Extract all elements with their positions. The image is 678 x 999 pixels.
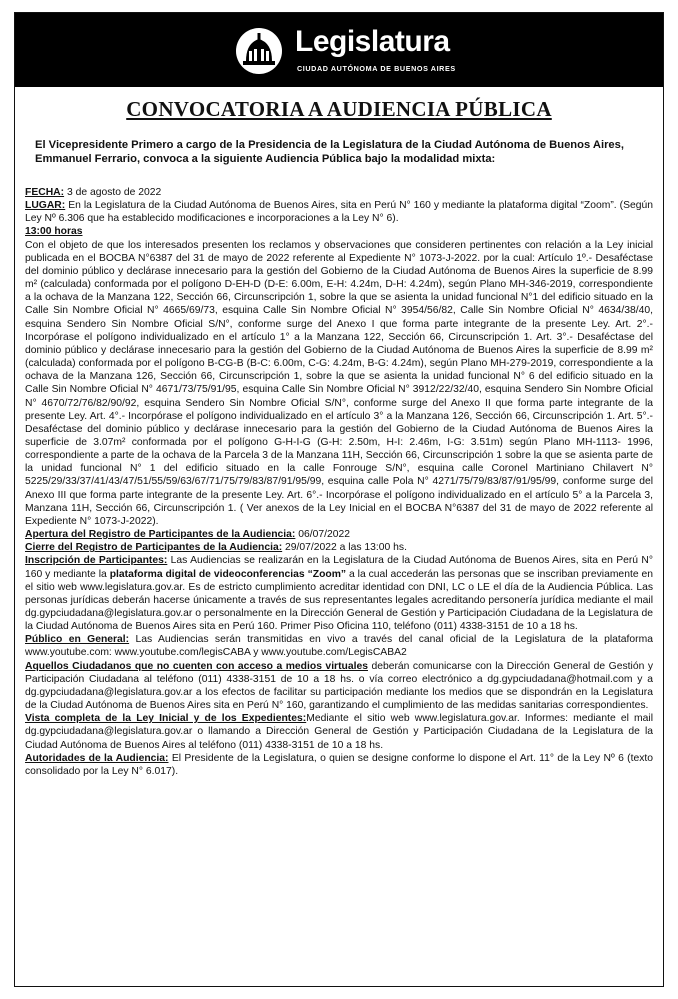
objeto-paragraph: Con el objeto de que los interesados presenten los reclamos y observaciones que consideren pertinentes con relación a la Ley inicial publicada en el BOCBA N°6387 del 31 de mayo de 2022 referente al Expediente N° 1073-J-2022. por la cual: Artículo 1º.- Desaféctase del dominio público y declárase innecesario para la gestión del Gobierno de la Ciudad Autónoma de Buenos Aires la superficie de 8.99 m² (calculada) conformada por el polígono D-EH-D (D-E: 6.00m, E-H: 4.24m, D-H: 4.24m), según Plano MH-346-2019, correspondiente a la ochava de la Manzana 122, Sección 66, Circunscripción 1, sobre la que se asienta la unidad funcional N°1 del edificio situado en la Calle Sin Nombre Oficial N° 4665/69/73, esquina Calle Sin Nombre Oficial N° 3954/56/82, Calle Sin Nombre Oficial N° 4634/38/40, esquina Sendero Sin Nombre Oficial S/N°, conforme surge del Anexo I que forma parte integrante de la presente Ley. Art. 2°.- Incorpórase el polígono individualizado en el artículo 1° a la Manzana 122, Sección 66, Circunscripción 1. Art. 3°.- Desaféctase del dominio público y declárase innecesario para la gestión del Gobierno de la Ciudad Autónoma de Buenos Aires la superficie de 8.99 m² (calculada) conformada por el polígono B-CG-B (B-C: 6.00m, C-G: 4.24m, B-G: 4.24m), según Plano MH-279-2019, correspondiente a la ochava de la Manzana 126, Sección 66, Circunscripción 1, sobre la que se asienta la unidad funcional N° 6 del edificio situado en la Calle Sin Nombre Oficial N° 4671/73/75/91/95, esquina Calle Sin Nombre Oficial N° 3912/22/32/40, esquina Sendero Sin Nombre Oficial N° 4670/72/76/82/90/92, esquina Sendero Sin Nombre Oficial S/N°, conforme surge del Anexo II que forma parte integrante de la presente Ley. Art. 4°.- Incorpórase el polígono individualizado en el artículo 3° a la Manzana 126, Sección 66, Circunscripción 1. Art. 5°.- Desaféctase del dominio público y declárase innecesario para la gestión del Gobierno de la Ciudad Autónoma de Buenos Aires la superficie de 3.07m² conformada por el polígono G-H-I-G (G-H: 2.50m, H-I: 2.46m, I-G: 3.51m) según Plano MH-1113- 1996, correspondiente a parte de la ochava de la Parcela 3 de la Manzana 11H, Sección 66, Circunscripción 1 sobre la que se asienta parte de la unidad funcional N° 1 del edificio situado en la calle Fonrouge S/N°, esquina calle Coronel Martiniano Chilavert N° 5225/29/33/37/41/43/47/51/55/59/63/67/71/75/79/83/87/91/95/99, esquina calle Pola N° 4271/75/79/83/87/91/95/99, conforme surge del Anexo III que forma parte integrante de la presente Ley. Art. 6°.- Incorpórase el polígono individualizado en el artículo 5° a la Parcela 3, Manzana 11H, Sección 66, Circunscripción 1. ( Ver anexos de la Ley Inicial en el BOCBA N°6387 del 31 de mayo de 2022 referente al Expediente N° 1073-J-2022).	[25, 239, 653, 527]
publico-paragraph	[25, 633, 653, 659]
cierre-label: Cierre del Registro de Participantes de la Audiencia:	[25, 542, 283, 554]
hora-line	[25, 225, 653, 238]
apertura-text: 06/07/2022	[295, 529, 351, 541]
vista-text: Mediante el sitio web www.legislatura.gov.ar. Informes: mediante el mail dg.gypciudadana@legislatura.gov.ar o llamando a Dirección General de Gestión y Participación Ciudadana de la Legislatura de la Ciudad Autónoma de Buenos Aires al teléfono (011) 4338-3151 de 10 a 18 hs.	[25, 713, 653, 751]
hora-label: 13:00 horas	[25, 226, 83, 238]
publico-text: Las Audiencias serán transmitidas en vivo a través del canal oficial de la Legislatura de la plataforma www.youtube.com: www.youtube.com/legisCABA y www.youtube.com/LegisCABA2	[25, 634, 653, 659]
header-banner	[15, 13, 663, 87]
inscripcion-zoom-bold: plataforma digital de videoconferencias “Zoom”	[109, 568, 347, 580]
autoridades-paragraph	[25, 752, 653, 778]
inscripcion-label: Inscripción de Participantes:	[25, 555, 168, 567]
sin-acceso-label: Aquellos Ciudadanos que no cuenten con acceso a medios virtuales	[25, 660, 368, 672]
apertura-label: Apertura del Registro de Participantes de la Audiencia:	[25, 529, 296, 541]
sin-acceso-paragraph	[25, 660, 653, 713]
lugar-line	[25, 199, 653, 225]
brand-name: Legislatura	[295, 25, 450, 58]
brand-subtitle: CIUDAD AUTÓNOMA DE BUENOS AIRES	[297, 64, 456, 73]
intro-paragraph: El Vicepresidente Primero a cargo de la Presidencia de la Legislatura de la Ciudad Autónoma de Buenos Aires, Emmanuel Ferrario, convoca a la siguiente Audiencia Pública bajo la modalidad mixta:	[35, 139, 624, 165]
sin-acceso-text: deberán comunicarse con la Dirección General de Gestión y Participación Ciudadana al teléfono (011) 4338-3151 de 10 a 18 hs. o vía correo electrónico a dg.gypciudadana@hotmail.com y a dg.gypciudadana@legislatura.gov.ar a los efectos de facilitar su participación mediante los medios que se dispondrán en la Legislatura de la Ciudad Autónoma de Buenos Aires sita en Perú N° 160, garantizando el cumplimiento de las medidas sanitarias correspondientes.	[25, 660, 653, 712]
vista-paragraph	[25, 712, 653, 751]
autoridades-label: Autoridades de la Audiencia:	[25, 752, 169, 764]
inscripcion-text-2: a la cual accederán las personas que se inscriban previamente en el sitio web www.legislatura.gov.ar. Es de estricto cumplimiento acreditar identidad con DNI, LC o LE el día de la Audiencia Pública. Las personas jurídicas deberán hacerse únicamente a través de sus representantes legales acreditando personería jurídica mediante el mail dg.gypciudadana@legislatura.gov.ar o personalmente en la Dirección General de Gestión y Participación Ciudadana de la Legislatura de la Ciudad Autónoma de Buenos Aires sita en Perú 160. Primer Piso Oficina 110, teléfono (011) 4338-3151 de 10 a 18 hs.	[25, 568, 653, 633]
inscripcion-paragraph	[25, 554, 653, 633]
apertura-line	[25, 528, 653, 541]
lugar-text: En la Legislatura de la Ciudad Autónoma de Buenos Aires, sita en Perú N° 160 y mediante la plataforma digital “Zoom”. (Según Ley Nº 6.306 que ha establecido modificaciones e incorporaciones a la Ley N° 6).	[25, 200, 653, 225]
publico-label: Público en General:	[25, 634, 130, 646]
fecha-text: 3 de agosto de 2022	[64, 187, 162, 198]
inscripcion-text-1: Las Audiencias se realizarán en la Legislatura de la Ciudad Autónoma de Buenos Aires, sita en Perú N° 160 y mediante la	[25, 555, 653, 580]
lugar-label: LUGAR:	[25, 200, 66, 212]
notice-frame	[14, 12, 664, 987]
cierre-text: 29/07/2022 a las 13:00 hs.	[282, 542, 407, 554]
fecha-label: FECHA:	[25, 187, 65, 198]
cierre-line	[25, 541, 653, 554]
notice-body	[25, 186, 653, 778]
page-title: CONVOCATORIA A AUDIENCIA PÚBLICA	[126, 97, 552, 121]
vista-label: Vista completa de la Ley Inicial y de los Expedientes:	[25, 713, 307, 725]
autoridades-text: El Presidente de la Legislatura, o quien se designe conforme lo dispone el Art. 11° de la Ley Nº 6 (texto consolidado por la Ley N° 6.017).	[25, 752, 654, 777]
fecha-line	[25, 186, 653, 199]
legislature-dome-icon	[235, 27, 283, 75]
